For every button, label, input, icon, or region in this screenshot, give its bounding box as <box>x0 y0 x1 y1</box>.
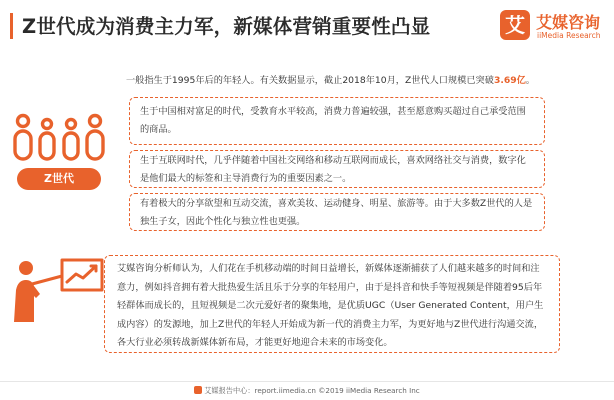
footer-text: 艾媒报告中心：report.iimedia.cn ©2019 iiMedia Research Inc <box>204 386 420 395</box>
trait-text-1: 生于中国相对富足的时代，受教育水平较高，消费力普遍较强，甚至愿意购买超过自己承受范围的商品。 <box>140 106 526 135</box>
trait-text-2: 生于互联网时代，几乎伴随着中国社交网络和移动互联网而成长，喜欢网络社交与消费，数字化是他们最大的标签和主导消费行为的重要因素之一。 <box>140 155 526 184</box>
logo-name-en: iiMedia Research <box>537 31 601 40</box>
brand-logo <box>500 10 606 44</box>
footer-divider <box>0 381 614 382</box>
trait-text-3: 有着极大的分享欲望和互动交流，喜欢美妆、运动健身、明星、旅游等。由于大多数Z世代的人是独生子女，因此个性化与独立性也更强。 <box>140 198 533 227</box>
intro-text <box>126 72 535 86</box>
intro-suffix: 。 <box>525 75 535 86</box>
trait-box-1 <box>129 97 545 145</box>
logo-name-cn: 艾媒咨询 <box>536 13 601 32</box>
people-group-icon <box>10 112 108 162</box>
analyst-comment-text: 艾媒咨询分析师认为，人们花在手机移动端的时间日益增长，新媒体逐渐捕获了人们越来越多的时间和注意力，例如抖音拥有着大批热爱生活且乐于分享的年轻用户，由于是抖音和快手等短视频是伴随着95后年轻群体而成长的，且短视频是二次元爱好者的聚集地，是优质UGC（User Generated Content，用户生成内容）的发源地，加上Z世代的年轻人开始成为新一代的消费主力军，为更好地与Z世代进行沟通交流，各大行业必须转战新媒体新布局，才能更好地迎合未来的市场变化。 <box>117 263 544 349</box>
presenter-chart-icon <box>10 256 108 326</box>
logo-icon: 艾 <box>500 10 530 40</box>
intro-body: 一般指生于1995年后的年轻人。有关数据显示，截止2018年10月，Z世代人口规模已突破 <box>126 75 494 86</box>
footer <box>0 386 614 396</box>
trait-box-2 <box>129 150 545 188</box>
z-generation-badge: Z世代 <box>17 168 101 190</box>
intro-highlight: 3.69亿 <box>493 75 526 86</box>
analyst-comment-box <box>104 255 560 353</box>
title-accent-bar <box>10 13 13 39</box>
footer-logo-icon <box>194 386 202 394</box>
page-title: Z世代成为消费主力军，新媒体营销重要性凸显 <box>22 15 431 38</box>
trait-box-3 <box>129 193 545 231</box>
